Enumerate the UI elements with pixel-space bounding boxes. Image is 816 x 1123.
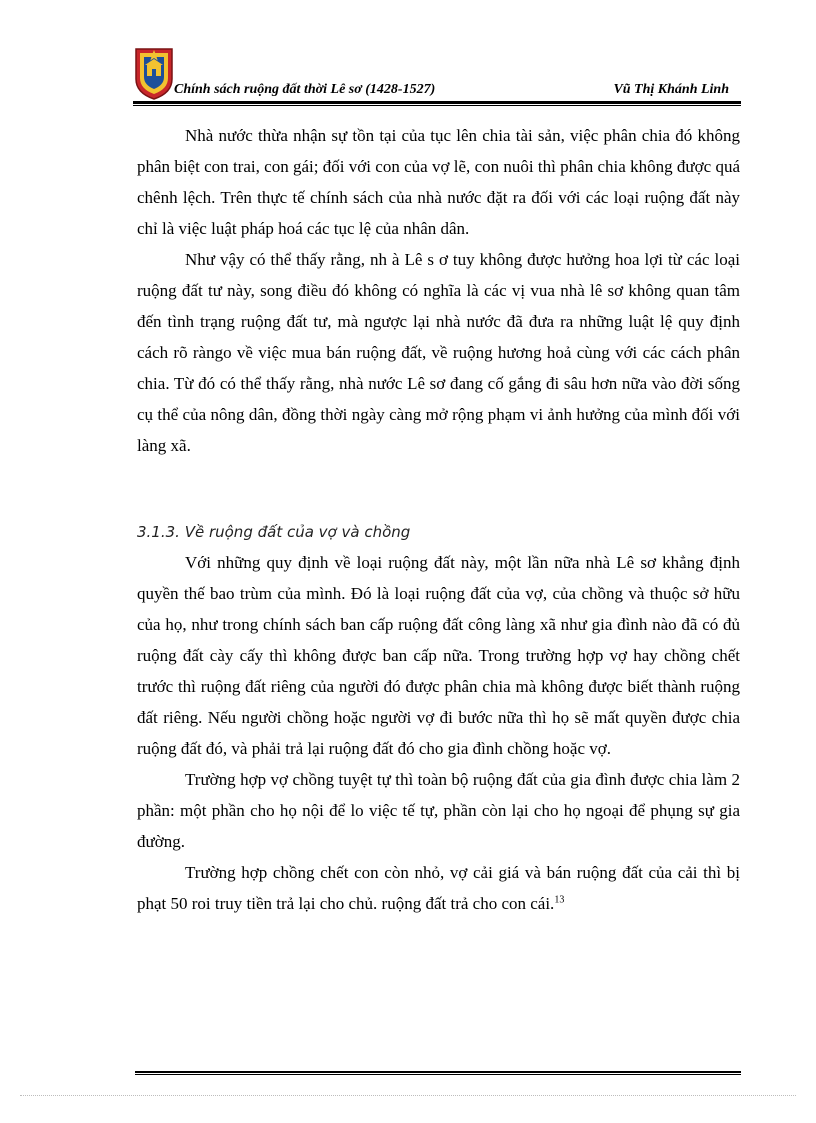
- header-author-name: Vũ Thị Khánh Linh: [613, 82, 729, 97]
- page-header: [133, 45, 741, 107]
- body-paragraph-1: Nhà nước thừa nhận sự tồn tại của tục lên chia tài sản, việc phân chia đó không phân biệt con trai, con gái; đối với con của vợ lẽ, con nuôi thì phân chia không được quá chênh lệch. Trên thực tế chính sách của nhà nước đặt ra đối với các loại ruộng đất này chỉ là việc luật pháp hoá các tục lệ của nhân dân.: [137, 126, 740, 238]
- page-body: [137, 120, 740, 919]
- section-heading: 3.1.3. Về ruộng đất của vợ và chồng: [137, 523, 411, 541]
- header-document-title: Chính sách ruộng đất thời Lê sơ (1428-1527): [174, 82, 436, 97]
- footnote-reference: 13: [554, 894, 565, 906]
- section-paragraph-2: Trường hợp vợ chồng tuyệt tự thì toàn bộ ruộng đất của gia đình được chia làm 2 phần: một phần cho họ nội để lo việc tế tự, phần còn lại cho họ ngoại để phụng sự gia đường.: [137, 770, 740, 851]
- university-logo-icon: [133, 45, 175, 101]
- section-paragraph-3-text: Trường hợp chồng chết con còn nhỏ, vợ cải giá và bán ruộng đất của cải thì bị phạt 50 roi truy tiền trả lại cho chủ. ruộng đất trả cho con cái.: [137, 863, 740, 913]
- header-divider: [133, 101, 741, 106]
- section-paragraph-3: [137, 857, 740, 919]
- page-edge-dotted-line: [20, 1095, 796, 1096]
- body-paragraph-2: Như vậy có thể thấy rằng, nh à Lê s ơ tuy không được hưởng hoa lợi từ các loại ruộng đất tư này, song điều đó không có nghĩa là các vị vua nhà lê sơ không quan tâm đến tình trạng ruộng đất tư, mà ngược lại nhà nước đã đưa ra những luật lệ quy định cách rõ ràngo về việc mua bán ruộng đất, về ruộng hương hoả cùng với các cách phân chia. Từ đó có thể thấy rằng, nhà nước Lê sơ đang cố gắng đi sâu hơn nữa vào đời sống cụ thể của nông dân, đồng thời ngày càng mở rộng phạm vi ảnh hưởng của mình đối với làng xã.: [137, 250, 740, 455]
- footer-divider: [135, 1071, 741, 1075]
- section-paragraph-1: Với những quy định về loại ruộng đất này, một lần nữa nhà Lê sơ khẳng định quyền thế bao trùm của mình. Đó là loại ruộng đất của vợ, của chồng và thuộc sở hữu của họ, như trong chính sách ban cấp ruộng đất công làng xã như gia đình nào đã có đủ ruộng đất cày cấy thì không được ban cấp nữa. Trong trường hợp vợ hay chồng chết trước thì ruộng đất riêng của người đó được phân chia mà không được biết thành ruộng đất riêng. Nếu người chồng hoặc người vợ đi bước nữa thì họ sẽ mất quyền được chia ruộng đất đó, và phải trả lại ruộng đất đó cho gia đình chồng hoặc vợ.: [137, 553, 740, 758]
